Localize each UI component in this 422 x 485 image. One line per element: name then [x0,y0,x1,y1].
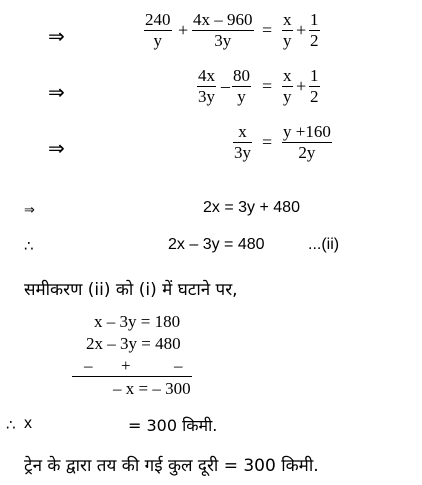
numerator: 80 [233,66,250,85]
plus-operator: + [178,20,189,40]
conclusion-text: ट्रेन के द्वारा तय की गई कुल दूरी = 300 किमी. [24,456,319,476]
equation-line: 2x = 3y + 480 [203,199,300,216]
equation-line: 2x – 3y = 480 [168,236,265,253]
equals-operator: = [262,20,273,40]
equals-operator: = [262,132,273,152]
denominator: y [283,31,292,50]
plus-operator: + [296,76,307,96]
subtraction-row-2: 2x – 3y = 480 [86,334,181,353]
fraction [282,66,293,107]
fraction [233,122,252,163]
fraction [232,66,251,107]
plus-operator: + [296,20,307,40]
numerator: 4x [198,66,215,85]
numerator: x [283,10,292,29]
numerator: y +160 [283,122,331,141]
subtraction-rule [72,376,192,377]
denominator: y [232,86,251,107]
therefore-symbol: ∴ [24,237,34,255]
fraction [282,122,332,163]
numerator: 1 [310,66,319,85]
subtraction-result: – x = – 300 [113,379,191,398]
numerator: x [238,122,247,141]
denominator: 3y [192,30,254,51]
denominator: 3y [234,143,251,162]
sign-minus: – [174,356,183,375]
implies-symbol: ⇒ [48,24,65,48]
numerator: 240 [145,10,171,29]
implies-symbol: ⇒ [48,136,65,160]
fraction [309,10,320,51]
denominator: 3y [198,87,215,106]
numerator: 4x – 960 [193,10,253,29]
numerator: 1 [310,10,319,29]
subtraction-row-1: x – 3y = 180 [94,312,181,331]
sign-plus: + [121,356,131,375]
denominator: 2y [282,142,332,163]
sign-minus: – [84,356,93,375]
fraction [282,10,293,51]
implies-symbol: ⇒ [24,203,35,218]
therefore-symbol: ∴ [6,416,16,434]
fraction [144,10,172,51]
fraction [197,66,216,107]
minus-operator: – [221,76,230,96]
denominator: 2 [310,31,319,50]
fraction [309,66,320,107]
fraction [192,10,254,51]
implies-symbol: ⇒ [48,80,65,104]
numerator: x [283,66,292,85]
denominator: y [144,30,172,51]
instruction-text: समीकरण (ii) को (i) में घटाने पर, [24,280,238,300]
equals-operator: = [262,76,273,96]
result-variable: x [24,415,32,432]
result-value: = 300 किमी. [128,416,218,435]
denominator: y [283,87,292,106]
denominator: 2 [310,87,319,106]
equation-label: ...(ii) [308,236,340,253]
